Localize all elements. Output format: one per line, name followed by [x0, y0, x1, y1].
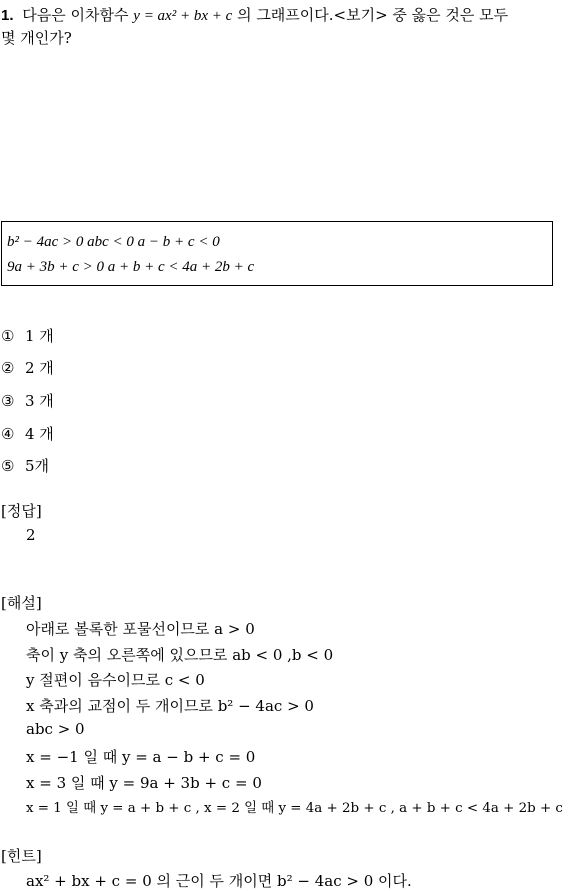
option-4[interactable] [1, 423, 54, 444]
hint-heading: [힌트] [1, 847, 42, 865]
explanation-line-5: abc > 0 [26, 720, 85, 738]
question-number: 1. [1, 7, 14, 24]
option-3-symbol: ③ [1, 392, 15, 410]
option-2[interactable] [1, 357, 54, 378]
answer-value: 2 [26, 526, 36, 544]
option-5-text: 5개 [25, 457, 50, 475]
option-3-text: 3 개 [25, 392, 54, 410]
explanation-line-7: x = 3 일 때 y = 9a + 3b + c = 0 [26, 774, 262, 792]
option-1-text: 1 개 [25, 327, 54, 345]
question-line-1 [1, 4, 508, 25]
explanation-heading: [해설] [1, 594, 42, 612]
explanation-line-6: x = −1 일 때 y = a − b + c = 0 [26, 748, 256, 766]
option-1[interactable] [1, 325, 54, 346]
option-5[interactable] [1, 455, 49, 476]
explanation-line-2: 축이 y 축의 오른쪽에 있으므로 ab < 0 ,b < 0 [26, 646, 334, 664]
bogi-row-1: b² − 4ac > 0 abc < 0 a − b + c < 0 [7, 234, 220, 250]
question-line-2: 몇 개인가? [1, 29, 72, 47]
question-text-b: 의 그래프이다.<보기> 중 옳은 것은 모두 [237, 6, 509, 24]
option-2-text: 2 개 [25, 359, 54, 377]
option-4-text: 4 개 [25, 425, 54, 443]
option-5-symbol: ⑤ [1, 457, 15, 475]
bogi-box [1, 221, 553, 286]
answer-heading: [정답] [1, 502, 42, 520]
explanation-line-3: y 절편이 음수이므로 c < 0 [26, 671, 205, 689]
bogi-row-2: 9a + 3b + c > 0 a + b + c < 4a + 2b + c [7, 259, 255, 275]
option-2-symbol: ② [1, 359, 15, 377]
explanation-line-1: 아래로 볼록한 포물선이므로 a > 0 [26, 620, 255, 638]
question-text-a: 다음은 이차함수 [22, 6, 129, 24]
hint-text: ax² + bx + c = 0 의 근이 두 개이면 b² − 4ac > 0 이다. [26, 872, 412, 890]
question-formula: y = ax² + bx + c [133, 8, 233, 24]
option-1-symbol: ① [1, 327, 15, 345]
option-3[interactable] [1, 390, 54, 411]
explanation-line-8: x = 1 일 때 y = a + b + c , x = 2 일 때 y = 4a + 2b + c , a + b + c < 4a + 2b + c [26, 801, 563, 816]
explanation-line-4: x 축과의 교점이 두 개이므로 b² − 4ac > 0 [26, 697, 314, 715]
option-4-symbol: ④ [1, 425, 15, 443]
